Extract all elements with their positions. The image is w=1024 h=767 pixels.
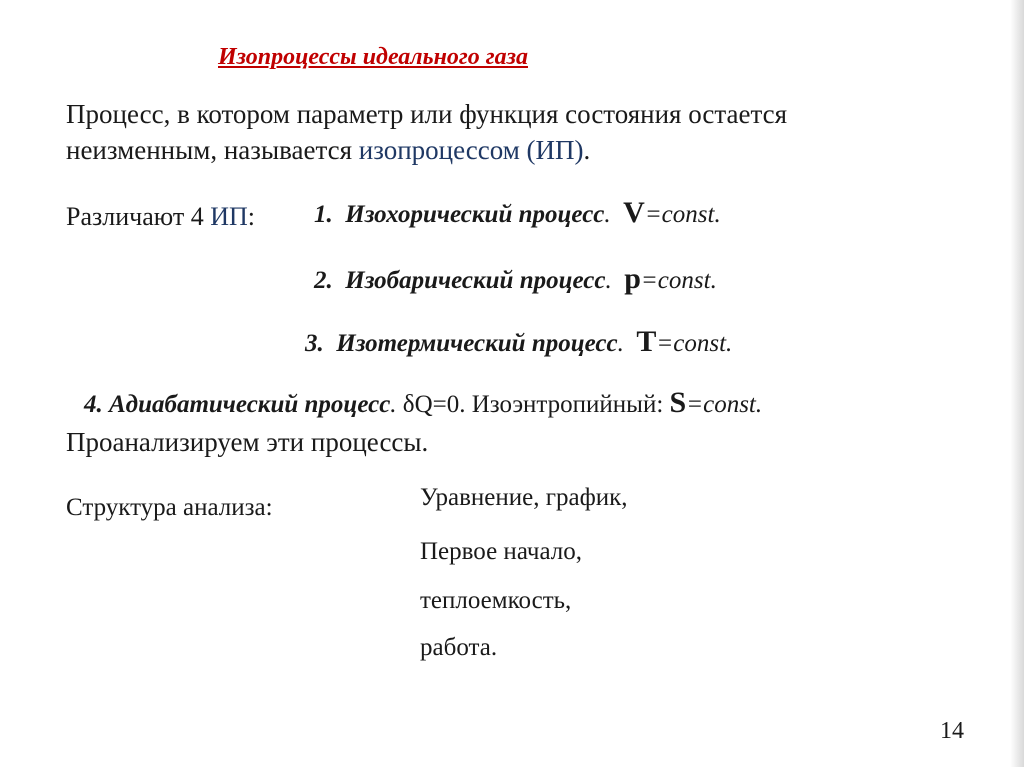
process-name: Изотермический процесс (336, 330, 618, 357)
intro-paragraph (66, 96, 787, 168)
process-const: =const. (640, 267, 717, 294)
adiabatic-const: =const. (686, 391, 763, 418)
page-number: 14 (940, 718, 964, 744)
slide-title: Изопроцессы идеального газа (218, 44, 528, 70)
structure-item: Первое начало, (420, 538, 583, 565)
process-const: =const. (644, 201, 721, 228)
process-name: Изохорический процесс (345, 201, 605, 228)
intro-dot: . (583, 135, 591, 165)
process-sep: . (617, 330, 624, 357)
intro-term: изопроцессом (ИП) (358, 135, 584, 165)
slide-edge-shadow (1010, 0, 1024, 767)
structure-label: Структура анализа: (66, 494, 273, 521)
intro-line-2-text: неизменным, называется (66, 135, 359, 165)
process-variable: V (623, 196, 645, 229)
process-item-isochoric (314, 196, 721, 230)
process-sep: . (604, 201, 611, 228)
distinguish-colon: : (247, 202, 256, 231)
process-item-isothermal (305, 325, 732, 359)
adiabatic-lead: 4. Адиабатический процесс (84, 391, 391, 418)
process-const: =const. (656, 330, 733, 357)
structure-item: Уравнение, график, (420, 484, 628, 511)
process-number: 2. (314, 267, 333, 294)
structure-item: теплоемкость, (420, 587, 572, 614)
process-item-isobaric (314, 262, 717, 296)
distinguish-prefix: Различают 4 (66, 202, 211, 231)
analyze-line: Проанализируем эти процессы. (66, 427, 429, 457)
process-name: Изобарический процесс (345, 267, 606, 294)
process-number: 3. (305, 330, 324, 357)
intro-line-2 (66, 132, 787, 168)
structure-item: работа. (420, 634, 498, 661)
process-item-adiabatic (84, 386, 762, 420)
adiabatic-variable: S (669, 386, 687, 419)
process-variable: T (636, 325, 657, 358)
distinguish-ip: ИП (210, 202, 248, 231)
adiabatic-dot: . (390, 391, 397, 418)
intro-line-1: Процесс, в котором параметр или функция состояния остается (66, 99, 788, 129)
process-number: 1. (314, 201, 333, 228)
process-variable: p (624, 262, 641, 295)
distinguish-line (66, 202, 255, 232)
adiabatic-dq: δQ=0. Изоэнтропийный: (396, 391, 670, 418)
process-sep: . (605, 267, 612, 294)
